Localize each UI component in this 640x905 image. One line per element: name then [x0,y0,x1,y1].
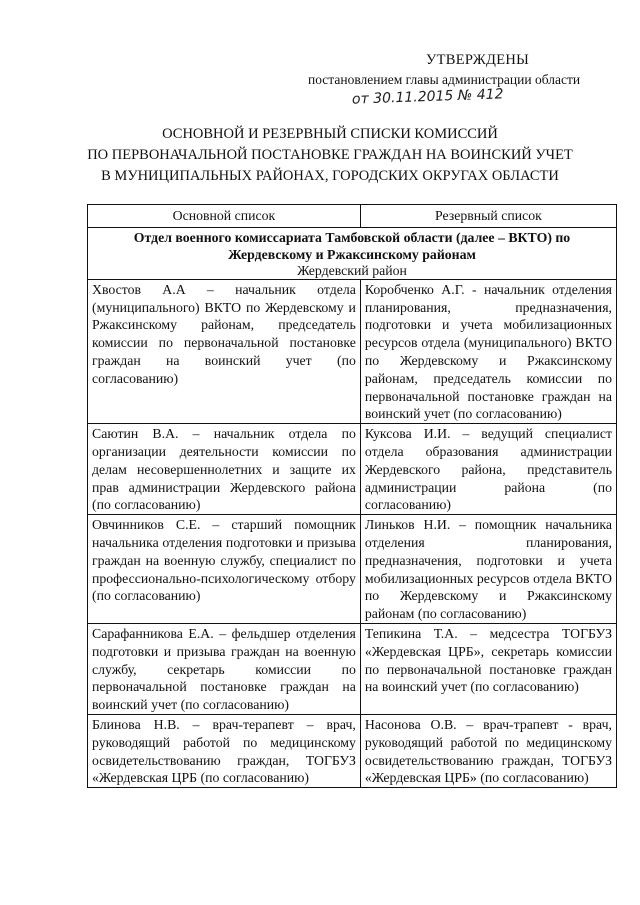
reserve-member: Коробченко А.Г. - начальник отделения планирования, предназначения, подготовки и учета мобилизационных ресурсов отдела (муниципального) ВКТО по Жердевскому и Ржаксинскому районам, председатель комиссии по первоначальной постановке граждан на воинский учет (по согласованию) [360,279,616,423]
table-row [88,623,617,714]
decree-line: постановлением главы администрации области [308,72,581,87]
reserve-member: Тепикина Т.А. – медсестра ТОГБУЗ «Жердевская ЦРБ», секретарь комиссии по первоначальной постановке граждан на воинский учет (по согласованию) [360,623,616,714]
document-title [80,124,580,187]
section-title: Отдел военного комиссариата Тамбовской области (далее – ВКТО) по Жердевскому и Ржаксинскому районам [133,229,571,262]
title-line-1: ОСНОВНОЙ И РЕЗЕРВНЫЙ СПИСКИ КОМИССИЙ [162,126,498,142]
table-row [88,714,617,787]
title-line-3: В МУНИЦИПАЛЬНЫХ РАЙОНАХ, ГОРОДСКИХ ОКРУГАХ ОБЛАСТИ [101,168,559,184]
section-row [88,227,617,279]
header-reserve-list: Резервный список [360,205,616,228]
district-name: Жердевский район [297,262,407,278]
title-line-2: ПО ПЕРВОНАЧАЛЬНОЙ ПОСТАНОВКЕ ГРАЖДАН НА ВОИНСКИЙ УЧЕТ [87,147,573,163]
main-member: Овчинников С.Е. – старший помощник начальника отделения подготовки и призыва граждан на военную службу, специалист по профессионально-психологическому отбору (по согласованию) [88,515,361,624]
main-member: Саютин В.А. – начальник отдела по организации деятельности комиссии по делам несовершеннолетних и защите их прав администрации Жердевского района (по согласованию) [88,424,361,515]
main-member: Хвостов А.А – начальник отдела (муниципального) ВКТО по Жердевскому и Ржаксинскому районам, председатель комиссии по первоначальной постановке граждан на воинский учет (по согласованию) [88,279,361,423]
reserve-member: Насонова О.В. – врач-трапевт - врач, руководящий работой по медицинскому освидетельствованию граждан, ТОГБУЗ «Жердевская ЦРБ» (по согласованию) [360,714,616,787]
commission-table [87,204,617,788]
main-member: Блинова Н.В. – врач-терапевт – врач, руководящий работой по медицинскому освидетельствованию граждан, ТОГБУЗ «Жердевская ЦРБ (по согласованию) [88,714,361,787]
table-header-row [88,205,617,228]
approved-heading: УТВЕРЖДЕНЫ [426,52,530,68]
reserve-member: Куксова И.И. – ведущий специалист отдела образования администрации Жердевского района, представитель администрации района (по согласованию) [360,424,616,515]
section-heading [88,227,617,279]
reserve-member: Линьков Н.И. – помощник начальника отделения планирования, предназначения, подготовки и учета мобилизационных ресурсов отдела ВКТО по Жердевскому и Ржаксинскому районам (по согласованию) [360,515,616,624]
main-member: Сарафанникова Е.А. – фельдшер отделения подготовки и призыва граждан на военную службу, секретарь комиссии по первоначальной постановке граждан на воинский учет (по согласованию) [88,623,361,714]
handwritten-date: от 30.11.2015 № 412 [351,86,504,108]
table-row [88,515,617,624]
header-main-list: Основной список [88,205,361,228]
table-row [88,424,617,515]
table-row [88,279,617,423]
